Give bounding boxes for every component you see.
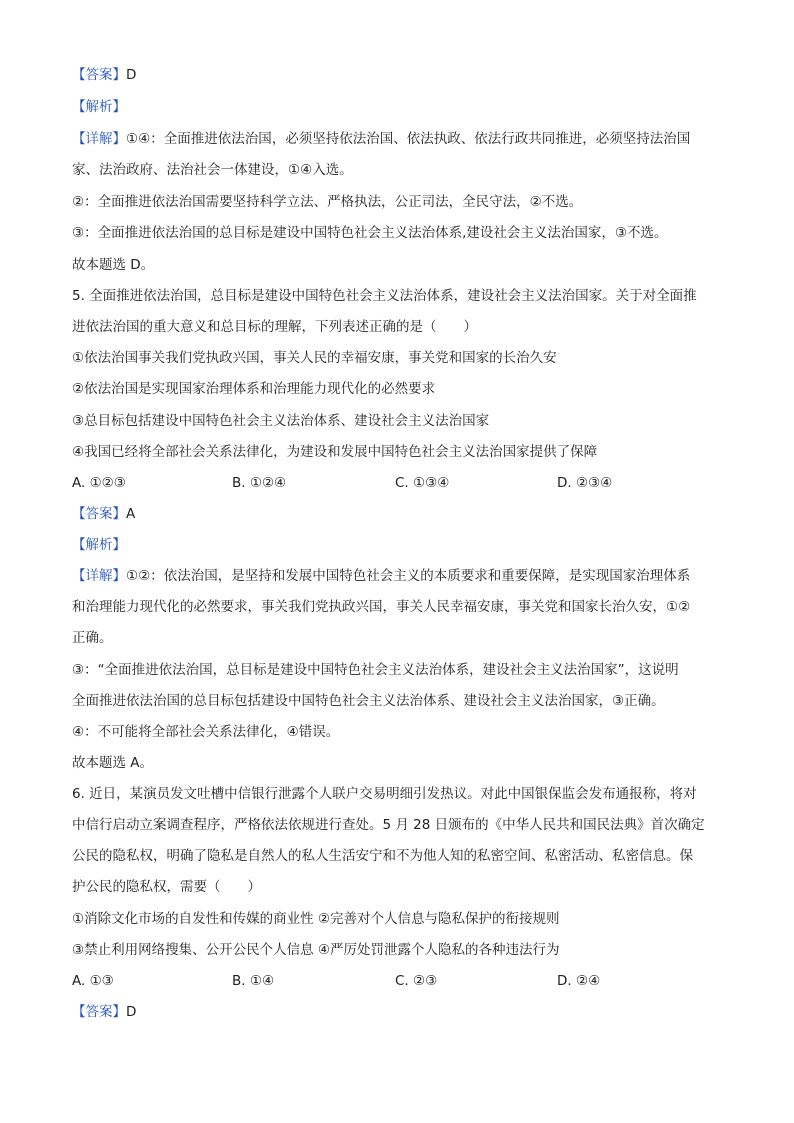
q5-answer-line xyxy=(72,504,135,524)
detail-text: ①④：全面推进依法治国，必须坚持依法治国、依法执政、依法行政共同推进，必须坚持法治国 xyxy=(126,131,691,147)
q5-detail-line-4: ③：“全面推进依法治国，总目标是建设中国特色社会主义法治体系，建设社会主义法治国家”，这说明 xyxy=(72,662,679,678)
answer-value: D xyxy=(126,67,137,83)
q5-stem-line-2: 进依法治国的重大意义和总目标的理解，下列表述正确的是（ ） xyxy=(72,319,477,335)
q4-detail-line-1 xyxy=(72,129,690,149)
detail-text: ①②：依法治国，是坚持和发展中国特色社会主义的本质要求和重要保障，是实现国家治理体系 xyxy=(126,568,691,584)
q6-stem-line-4: 护公民的隐私权，需要（ ） xyxy=(72,879,261,895)
q6-option-d: D. ②④ xyxy=(557,973,601,989)
q5-conclusion: 故本题选 A。 xyxy=(72,755,154,771)
q4-detail-line-2: 家、法治政府、法治社会一体建设，①④入选。 xyxy=(72,162,353,178)
detail-tag: 【详解】 xyxy=(72,568,126,584)
q6-statement-2: ③禁止利用网络搜集、公开公民个人信息 ④严厉处罚泄露个人隐私的各种违法行为 xyxy=(72,942,560,958)
q6-stem-line-1: 6. 近日，某演员发文吐槽中信银行泄露个人联户交易明细引发热议。对此中国银保监会发布通报称，将对 xyxy=(72,786,697,802)
analysis-tag: 【解析】 xyxy=(72,99,126,115)
answer-tag: 【答案】 xyxy=(72,506,126,522)
answer-tag: 【答案】 xyxy=(72,67,126,83)
q5-option-b: B. ①②④ xyxy=(232,475,287,491)
q4-answer-line xyxy=(72,65,136,85)
q5-statement-3: ③总目标包括建设中国特色社会主义法治体系、建设社会主义法治国家 xyxy=(72,413,490,429)
q6-statement-1: ①消除文化市场的自发性和传媒的商业性 ②完善对个人信息与隐私保护的衔接规则 xyxy=(72,911,560,927)
q5-detail-line-1 xyxy=(72,566,690,586)
q5-detail-line-5: 全面推进依法治国的总目标包括建设中国特色社会主义法治体系、建设社会主义法治国家，③正确。 xyxy=(72,693,665,709)
answer-tag: 【答案】 xyxy=(72,1004,126,1020)
q5-stem-line-1: 5. 全面推进依法治国，总目标是建设中国特色社会主义法治体系，建设社会主义法治国家。关于对全面推 xyxy=(72,288,697,304)
q5-analysis-tag xyxy=(72,535,126,555)
q5-detail-line-2: 和治理能力现代化的必然要求，事关我们党执政兴国，事关人民幸福安康，事关党和国家长治久安，①② xyxy=(72,599,691,615)
q5-option-a: A. ①②③ xyxy=(72,475,126,491)
q4-analysis-tag xyxy=(72,97,126,117)
q6-option-b: B. ①④ xyxy=(232,973,275,989)
answer-value: A xyxy=(126,506,136,522)
q6-option-a: A. ①③ xyxy=(72,973,114,989)
q5-option-d: D. ②③④ xyxy=(557,475,613,491)
q5-statement-4: ④我国已经将全部社会关系法律化，为建设和发展中国特色社会主义法治国家提供了保障 xyxy=(72,444,598,460)
q6-answer-line xyxy=(72,1002,136,1022)
q6-option-c: C. ②③ xyxy=(395,973,438,989)
q4-conclusion: 故本题选 D。 xyxy=(72,257,155,273)
analysis-tag: 【解析】 xyxy=(72,537,126,553)
q6-stem-line-3: 公民的隐私权，明确了隐私是自然人的私人生活安宁和不为他人知的私密空间、私密活动、私密信息。保 xyxy=(72,848,693,864)
q5-statement-1: ①依法治国事关我们党执政兴国，事关人民的幸福安康，事关党和国家的长治久安 xyxy=(72,350,557,366)
q5-option-c: C. ①③④ xyxy=(395,475,450,491)
q5-detail-line-3: 正确。 xyxy=(72,630,113,646)
answer-value: D xyxy=(126,1004,137,1020)
detail-tag: 【详解】 xyxy=(72,131,126,147)
q4-detail-line-4: ③：全面推进依法治国的总目标是建设中国特色社会主义法治体系,建设社会主义法治国家，③不选。 xyxy=(72,225,668,241)
q5-detail-line-6: ④：不可能将全部社会关系法律化，④错误。 xyxy=(72,724,340,740)
q5-statement-2: ②依法治国是实现国家治理体系和治理能力现代化的必然要求 xyxy=(72,381,436,397)
q4-detail-line-3: ②：全面推进依法治国需要坚持科学立法、严格执法，公正司法，全民守法，②不选。 xyxy=(72,194,583,210)
q6-stem-line-2: 中信行启动立案调查程序，严格依法依规进行查处。5 月 28 日颁布的《中华人民共和国民法典》首次确定 xyxy=(72,817,705,833)
